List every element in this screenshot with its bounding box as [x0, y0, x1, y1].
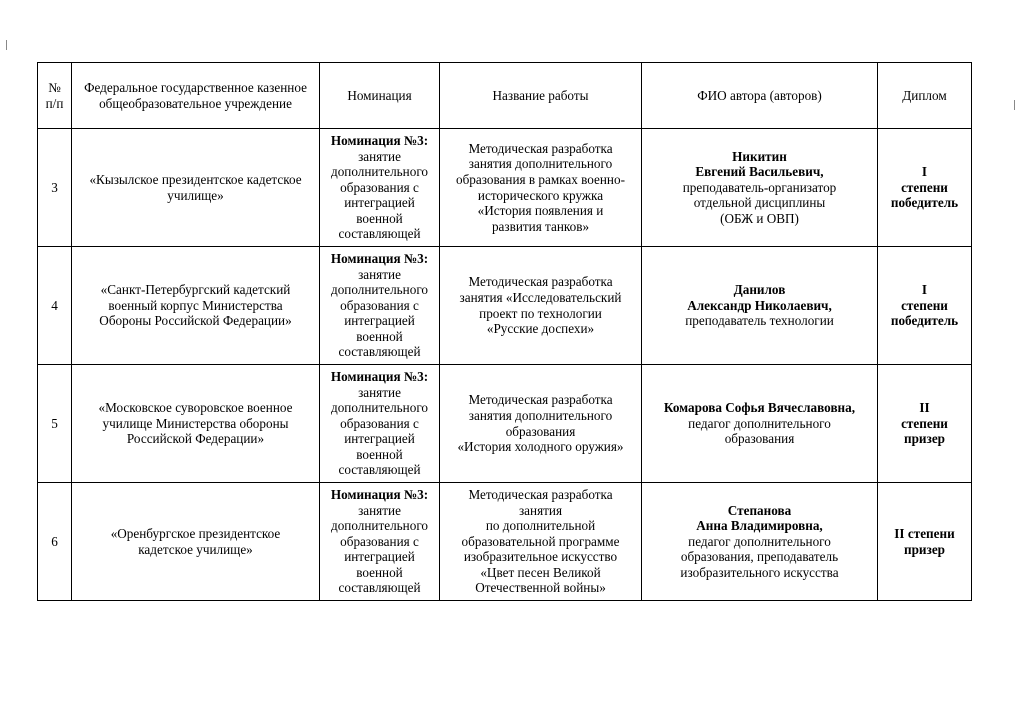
- work-title-line: «Русские доспехи»: [486, 321, 595, 337]
- nomination-line: занятие: [358, 148, 401, 164]
- header-diploma: Диплом: [878, 63, 972, 129]
- work-title-line: образования в рамках военно-: [456, 171, 625, 187]
- work-title-line: Методическая разработка: [468, 486, 613, 502]
- nomination-line: дополнительного: [330, 518, 428, 534]
- institution-line: «Санкт-Петербургский кадетский: [100, 282, 291, 298]
- work-title-line: по дополнительной: [485, 518, 596, 534]
- nomination-line: образования с: [340, 179, 419, 195]
- author-cell: [642, 365, 878, 483]
- nomination-cell: [320, 247, 440, 365]
- work-title-line: Отечественной войны»: [475, 580, 606, 596]
- nomination-title: Номинация №3:: [330, 368, 429, 384]
- work-title-cell: [440, 365, 642, 483]
- nomination-line: интеграцией: [344, 431, 415, 447]
- work-title-line: образования: [505, 423, 576, 439]
- diploma-line: победитель: [890, 195, 959, 211]
- diploma-line: призер: [903, 431, 946, 447]
- nomination-line: интеграцией: [344, 313, 415, 329]
- author-position-line: преподаватель-организатор: [682, 179, 837, 195]
- author-cell: [642, 247, 878, 365]
- nomination-line: образования с: [340, 297, 419, 313]
- row-number: 4: [38, 247, 72, 365]
- institution-cell: [72, 129, 320, 247]
- row-number: 6: [38, 483, 72, 601]
- work-title-line: Методическая разработка: [468, 140, 613, 156]
- author-position-line: педагог дополнительного: [688, 533, 831, 549]
- work-title-line: исторического кружка: [477, 187, 604, 203]
- diploma-line: призер: [903, 541, 946, 557]
- nomination-line: военной: [356, 446, 403, 462]
- institution-line: «Оренбургское президентское: [110, 525, 281, 541]
- nomination-line: занятие: [358, 384, 401, 400]
- nomination-line: дополнительного: [330, 164, 428, 180]
- row-number: 5: [38, 365, 72, 483]
- header-author: ФИО автора (авторов): [642, 63, 878, 129]
- nomination-line: составляющей: [338, 462, 421, 478]
- nomination-cell: [320, 129, 440, 247]
- nomination-line: военной: [356, 210, 403, 226]
- work-title-line: занятия: [518, 502, 563, 518]
- nomination-line: образования с: [340, 533, 419, 549]
- author-name-line: Никитин: [732, 148, 787, 164]
- diploma-line: I: [921, 164, 928, 180]
- work-title-line: образовательной программе: [461, 533, 620, 549]
- diploma-cell: [878, 483, 972, 601]
- diploma-cell: [878, 365, 972, 483]
- scan-edge-mark: [6, 40, 7, 50]
- awards-table: [37, 62, 972, 601]
- diploma-line: степени: [901, 179, 948, 195]
- table-row: [38, 365, 972, 483]
- institution-cell: [72, 365, 320, 483]
- nomination-line: составляющей: [338, 226, 421, 242]
- diploma-line: I: [921, 282, 928, 298]
- nomination-cell: [320, 365, 440, 483]
- author-name-line: Евгений Васильевич,: [695, 164, 824, 180]
- nomination-line: составляющей: [338, 580, 421, 596]
- work-title-line: «История холодного оружия»: [457, 439, 624, 455]
- author-position-line: педагог дополнительного: [688, 415, 831, 431]
- institution-line: военный корпус Министерства: [108, 297, 283, 313]
- institution-line: «Кызылское президентское кадетское: [89, 171, 302, 187]
- author-position-line: образования: [724, 431, 795, 447]
- work-title-cell: [440, 129, 642, 247]
- work-title-cell: [440, 483, 642, 601]
- institution-cell: [72, 483, 320, 601]
- work-title-line: развития танков»: [491, 218, 590, 234]
- diploma-line: победитель: [890, 313, 959, 329]
- institution-line: кадетское училище»: [138, 541, 253, 557]
- table-row: [38, 247, 972, 365]
- institution-line: Российской Федерации»: [126, 431, 265, 447]
- institution-line: училище»: [167, 187, 224, 203]
- table-row: [38, 483, 972, 601]
- header-work: Название работы: [440, 63, 642, 129]
- author-name-line: Анна Владимировна,: [696, 518, 823, 534]
- author-position-line: образования, преподаватель: [680, 549, 839, 565]
- header-row: [38, 63, 972, 129]
- work-title-line: занятия «Исследовательский: [459, 289, 622, 305]
- author-cell: [642, 483, 878, 601]
- diploma-line: II степени: [894, 525, 955, 541]
- nomination-line: дополнительного: [330, 282, 428, 298]
- institution-line: «Московское суворовское военное: [98, 400, 293, 416]
- work-title-line: «Цвет песен Великой: [480, 564, 601, 580]
- institution-cell: [72, 247, 320, 365]
- institution-line: училище Министерства обороны: [102, 415, 289, 431]
- nomination-title: Номинация №3:: [330, 132, 429, 148]
- nomination-line: занятие: [358, 266, 401, 282]
- header-nomination: Номинация: [320, 63, 440, 129]
- table-row: [38, 129, 972, 247]
- author-position-line: отдельной дисциплины: [693, 195, 826, 211]
- work-title-cell: [440, 247, 642, 365]
- author-name-line: Данилов: [733, 282, 786, 298]
- author-name-line: Комарова Софья Вячеславовна,: [663, 400, 856, 416]
- header-institution: Федеральное государственное казенное общеобразовательное учреждение: [72, 63, 320, 129]
- nomination-line: военной: [356, 328, 403, 344]
- author-name-line: Александр Николаевич,: [687, 297, 832, 313]
- work-title-line: занятия дополнительного: [468, 156, 613, 172]
- nomination-title: Номинация №3:: [330, 250, 429, 266]
- nomination-title: Номинация №3:: [330, 486, 429, 502]
- nomination-line: составляющей: [338, 344, 421, 360]
- nomination-line: дополнительного: [330, 400, 428, 416]
- work-title-line: Методическая разработка: [468, 392, 613, 408]
- diploma-cell: [878, 247, 972, 365]
- diploma-line: II: [919, 400, 930, 416]
- author-position-line: (ОБЖ и ОВП): [720, 210, 799, 226]
- nomination-line: занятие: [358, 502, 401, 518]
- author-cell: [642, 129, 878, 247]
- author-position-line: преподаватель технологии: [685, 313, 834, 329]
- nomination-line: интеграцией: [344, 549, 415, 565]
- work-title-line: Методическая разработка: [468, 274, 613, 290]
- diploma-line: степени: [901, 297, 948, 313]
- diploma-cell: [878, 129, 972, 247]
- nomination-cell: [320, 483, 440, 601]
- institution-line: Обороны Российской Федерации»: [99, 313, 292, 329]
- nomination-line: образования с: [340, 415, 419, 431]
- work-title-line: занятия дополнительного: [468, 407, 613, 423]
- scan-edge-mark: [1014, 100, 1015, 110]
- nomination-line: военной: [356, 564, 403, 580]
- work-title-line: изобразительное искусство: [463, 549, 618, 565]
- author-name-line: Степанова: [727, 502, 792, 518]
- diploma-line: степени: [901, 415, 948, 431]
- author-position-line: изобразительного искусства: [680, 564, 839, 580]
- nomination-line: интеграцией: [344, 195, 415, 211]
- work-title-line: «История появления и: [477, 203, 604, 219]
- work-title-line: проект по технологии: [479, 305, 602, 321]
- row-number: 3: [38, 129, 72, 247]
- header-num: № п/п: [38, 63, 72, 129]
